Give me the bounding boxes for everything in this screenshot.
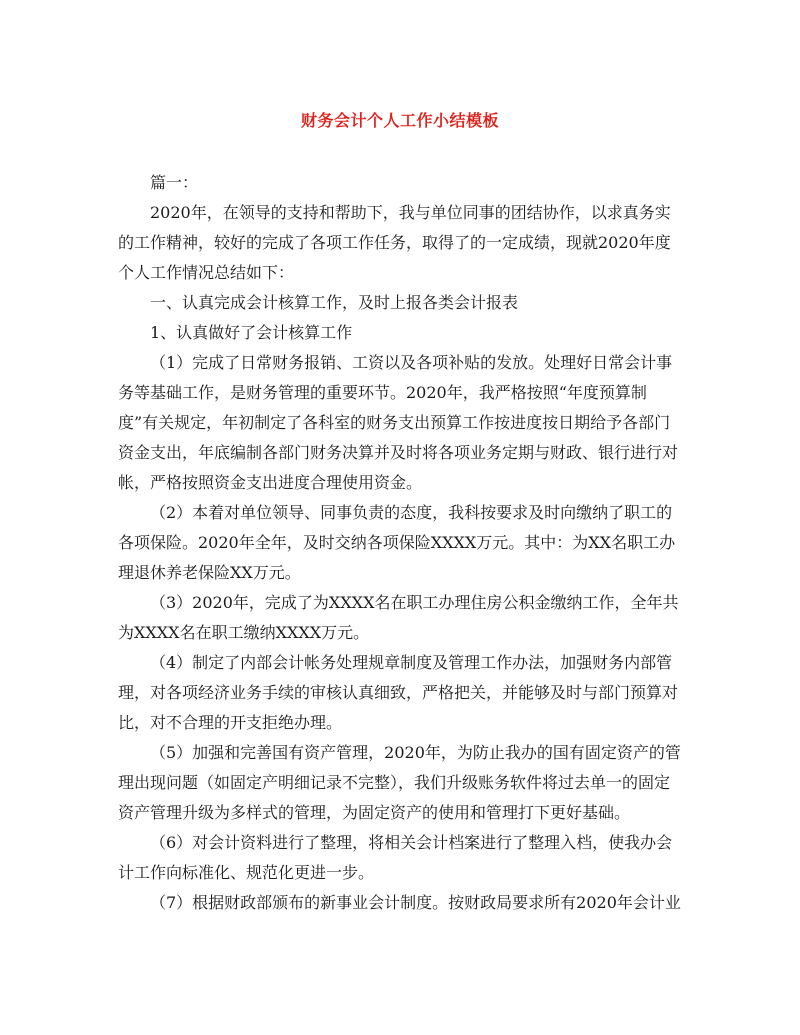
paragraph-intro: 2020年，在领导的支持和帮助下，我与单位同事的团结协作，以求真务实的工作精神，较好的完成了各项工作任务，取得了的一定成绩，现就2020年度个人工作情况总结如下： xyxy=(118,203,671,282)
paragraph-item-5: （5）加强和完善国有资产管理，2020年，为防止我办的国有固定资产的管理出现问题（如固定产明细记录不完整），我们升级账务软件将过去单一的固定资产管理升级为多样式的管理，为固定资产的使用和管理打下更好基础。 xyxy=(118,743,681,822)
heading-section-one: 一、认真完成会计核算工作，及时上报各类会计报表 xyxy=(150,293,519,312)
document-body xyxy=(118,168,684,918)
paragraph-item-6: （6）对会计资料进行了整理，将相关会计档案进行了整理入档，使我办会计工作向标准化、规范化更进一步。 xyxy=(118,833,673,882)
paragraph-item-3: （3）2020年，完成了为XXXX名在职工办理住房公积金缴纳工作，全年共为XXXX名在职工缴纳XXXX万元。 xyxy=(118,593,679,642)
document-title: 财务会计个人工作小结模板 xyxy=(300,111,499,130)
paragraph-item-4: （4）制定了内部会计帐务处理规章制度及管理工作办法，加强财务内部管理，对各项经济业务手续的审核认真细致，严格把关，并能够及时与部门预算对比，对不合理的开支拒绝办理。 xyxy=(118,653,679,732)
paragraph-section-label: 篇一： xyxy=(150,173,199,192)
paragraph-item-2: （2）本着对单位领导、同事负责的态度，我科按要求及时向缴纳了职工的各项保险。2020年全年，及时交纳各项保险XXXX万元。其中：为XX名职工办理退休养老保险XX万元。 xyxy=(118,503,676,582)
paragraph-item-7: （7）根据财政部颁布的新事业会计制度。按财政局要求所有2020年会计业 xyxy=(150,893,681,912)
paragraph-item-1: （1）完成了日常财务报销、工资以及各项补贴的发放。处理好日常会计事务等基础工作，是财务管理的重要环节。2020年，我严格按照“年度预算制度”有关规定，年初制定了各科室的财务支出预算工作按进度按日期给予各部门资金支出，年底编制各部门财务决算并及时将各项业务定期与财政、银行进行对帐，严格按照资金支出进度合理使用资金。 xyxy=(118,353,679,492)
heading-subsection-one: 1、认真做好了会计核算工作 xyxy=(150,323,353,342)
